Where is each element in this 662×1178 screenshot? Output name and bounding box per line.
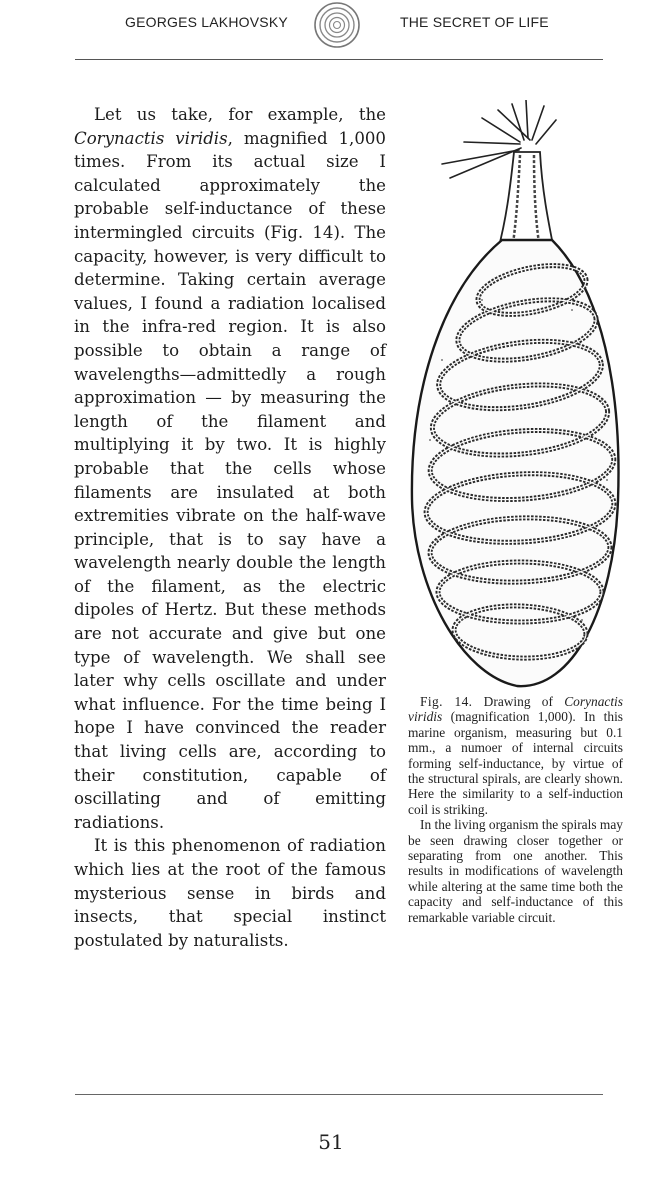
body-paragraph-1: Let us take, for example, the Corynactis viridis, magnified 1,000 times. From its actual size I calculated approximately the probable self-inductance of these intermingled circuits (Fig. 14). The capacity, however, is very difficult to determine. Taking certain average values, I found a radiation localised in the infra-red region. It is also possible to obtain a range of wavelengths—admittedly a rough approximation — by measuring the length of the filament and multiplying it by two. It is highly probable that the cells whose filaments are insulated at both extremities vibrate on the half-wave principle, that is to say have a wavelength nearly double the length of the filament, as the electric dipoles of Hertz. But these methods are not accurate and give but one type of wavelength. We shall see later why cells oscillate and under what influence. For the time being I hope I have convinced the reader that living cells are, according to their constitution, capable of oscillating and of emitting radiations.	[74, 105, 386, 832]
running-head-title: THE SECRET OF LIFE	[400, 14, 549, 30]
footer-rule	[75, 1094, 603, 1095]
page-number: 51	[318, 1130, 344, 1154]
caption-paragraph-1: Fig. 14. Drawing of Corynactis viridis (magnification 1,000). In this marine organism, measuring but 0.1 mm., a numoer of internal circuits forming self-inductance, by virtue of the structural spirals, are clearly shown. Here the similarity to a self-induction coil is striking.	[408, 694, 623, 817]
header-rule	[75, 59, 603, 60]
species-name: Corynactis viridis	[74, 128, 228, 148]
corynactis-viridis-drawing-icon	[402, 100, 632, 690]
running-head-author: GEORGES LAKHOVSKY	[125, 14, 288, 30]
page-header	[0, 0, 662, 60]
figure-label: Fig. 14.	[420, 694, 473, 709]
caption-species-name: Corynactis viridis	[408, 694, 623, 725]
figure-caption	[408, 694, 623, 925]
caption-paragraph-2: In the living organism the spirals may be seen drawing closer together or separating from one another. This results in modifications of wavelength while altering at the same time both the capacity and self-inductance of this remarkable variable circuit.	[408, 817, 623, 925]
body-paragraph-2: It is this phenomenon of radiation which lies at the root of the famous mysterious sense in birds and insects, that special instinct postulated by naturalists.	[74, 836, 386, 950]
body-text-column	[74, 103, 386, 952]
concentric-circles-logo-icon	[313, 1, 361, 49]
